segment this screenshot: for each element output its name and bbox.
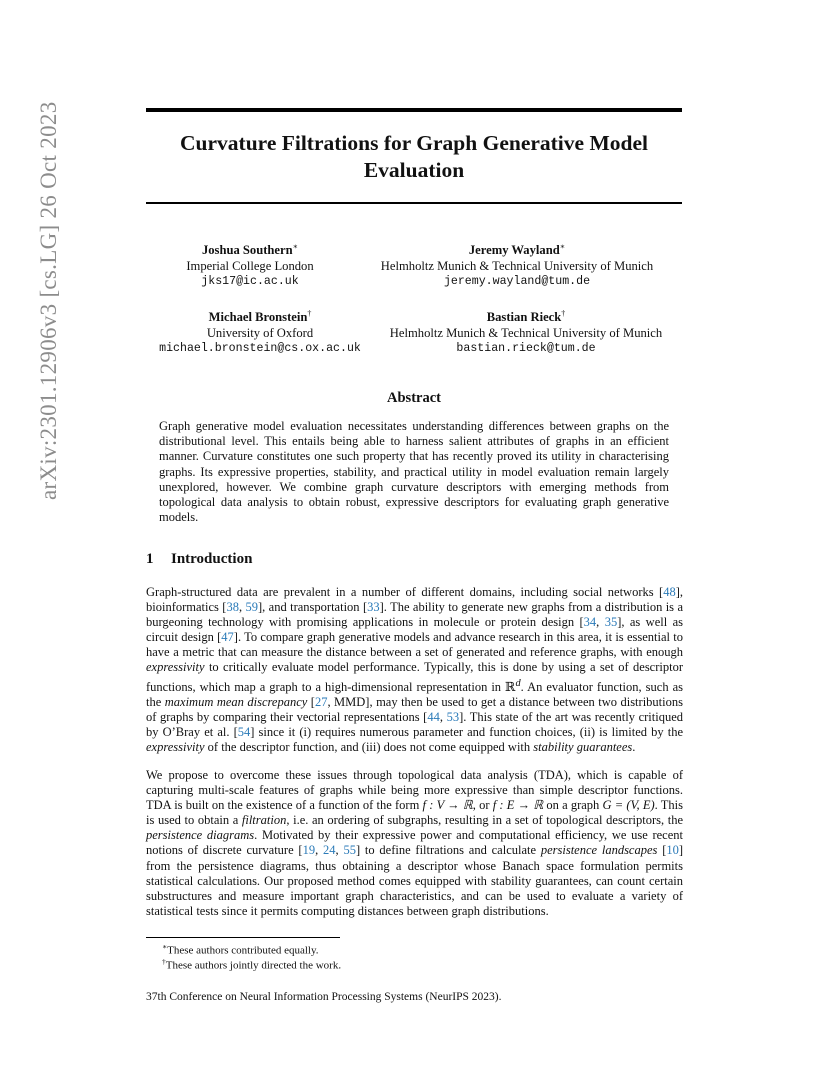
text-run: , bbox=[439, 709, 447, 724]
text-run: ]. The ability to generate new graphs from a distribution is a burgeoning technology with promising applications in molecule or protein design [ bbox=[146, 600, 683, 630]
author-email: bastian.rieck@tum.de bbox=[456, 342, 596, 355]
math-superscript: d bbox=[515, 677, 521, 689]
author-mark: † bbox=[561, 309, 566, 318]
citation-link[interactable]: 24 bbox=[323, 843, 336, 858]
author-block-1 bbox=[150, 239, 350, 289]
title-top-rule bbox=[146, 108, 682, 112]
text-run: , i.e. an ordering of subgraphs, resulting in a set of topological descriptors, the bbox=[286, 813, 684, 828]
text-run: ], bioinformatics [ bbox=[146, 585, 683, 615]
text-run: of the descriptor function, and (iii) does not come equipped with bbox=[204, 740, 534, 755]
citation-link[interactable]: 33 bbox=[367, 600, 380, 615]
abstract-heading: Abstract bbox=[387, 390, 441, 406]
text-run: . This is used to obtain a bbox=[146, 798, 683, 828]
citation-link[interactable]: 34 bbox=[583, 615, 597, 630]
text-run: , MMD], may then be used to get a distance between two distributions of graphs by comparing their vectorial representations [ bbox=[146, 694, 683, 724]
intro-paragraph-1 bbox=[146, 585, 683, 755]
section-number: 1 bbox=[146, 551, 154, 567]
text-run: , or bbox=[472, 798, 493, 813]
footnote-text: These authors jointly directed the work. bbox=[165, 959, 342, 972]
text-run: [ bbox=[307, 694, 315, 709]
text-run: . bbox=[632, 740, 636, 755]
text-run: ] to define filtrations and calculate bbox=[355, 843, 541, 858]
text-run: ]. This state of the art was recently critiqued by O’Bray et al. [ bbox=[146, 709, 684, 739]
citation-link[interactable]: 55 bbox=[343, 843, 356, 858]
intro-paragraph-2 bbox=[146, 768, 683, 919]
citation-link[interactable]: 54 bbox=[237, 725, 251, 739]
text-run: on a graph bbox=[543, 798, 603, 813]
arxiv-identifier: arXiv:2301.12906v3 [cs.LG] 26 Oct 2023 bbox=[36, 101, 61, 500]
text-run: Graph-structured data are prevalent in a number of different domains, including social networks [ bbox=[146, 585, 664, 599]
footnote-text: These authors contributed equally. bbox=[167, 944, 319, 957]
citation-link[interactable]: 44 bbox=[427, 709, 440, 724]
author-affiliation: University of Oxford bbox=[206, 325, 314, 340]
author-name: Michael Bronstein bbox=[208, 310, 308, 325]
author-mark: † bbox=[307, 309, 312, 318]
abstract-text: Graph generative model evaluation necessitates understanding differences between graphs on the distributional level. This entails being able to harness salient attributes of graphs in an efficient manner. Curvature constitutes one such property that has recently proved its utility in characterising graphs. Its expressive properties, stability, and practical utility in model evaluation remain largely unexplored, however. We combine graph curvature descriptors with emerging methods from topological data analysis to obtain robust, expressive descriptors for evaluating graph generative models. bbox=[159, 419, 669, 525]
author-affiliation: Helmholtz Munich & Technical University of Munich bbox=[380, 258, 654, 273]
author-block-3 bbox=[148, 306, 372, 356]
citation-link[interactable]: 35 bbox=[604, 615, 618, 630]
text-run: ], as well as circuit design [ bbox=[146, 615, 683, 645]
citation-link[interactable]: 38 bbox=[226, 600, 239, 615]
text-run: ] since it (i) requires numerous parameter and function choices, (ii) is limited by the bbox=[250, 725, 683, 739]
author-email: michael.bronstein@cs.ox.ac.uk bbox=[159, 342, 361, 355]
text-run: , bbox=[335, 843, 344, 858]
citation-link[interactable]: 47 bbox=[221, 630, 234, 645]
citation-link[interactable]: 27 bbox=[314, 694, 328, 709]
math-expression: f : E → ℝ bbox=[492, 798, 544, 813]
footnote-mark: ∗ bbox=[162, 942, 168, 951]
text-run: ]. To compare graph generative models and advance research in this area, it is essential to have a metric that can measure the distance between a set of generated and reference graphs, with enough bbox=[146, 630, 683, 660]
emphasis-text: persistence landscapes bbox=[540, 843, 658, 858]
author-block-4 bbox=[372, 306, 680, 356]
text-run: , bbox=[315, 843, 324, 858]
author-affiliation: Imperial College London bbox=[186, 258, 314, 273]
text-run: . Motivated by their expressive power and computational efficiency, we use recent notions of discrete curvature [ bbox=[146, 828, 683, 858]
text-run: [ bbox=[657, 843, 667, 858]
footnote-2 bbox=[162, 955, 341, 973]
author-mark: ∗ bbox=[292, 242, 299, 251]
emphasis-text: expressivity bbox=[146, 740, 205, 755]
emphasis-text: expressivity bbox=[146, 660, 205, 675]
venue-note: 37th Conference on Neural Information Processing Systems (NeurIPS 2023). bbox=[146, 991, 502, 1003]
author-name: Bastian Rieck bbox=[486, 310, 562, 325]
emphasis-text: persistence diagrams bbox=[146, 828, 255, 843]
text-run: . An evaluator function, such as the bbox=[146, 679, 683, 709]
emphasis-text: stability guarantees bbox=[533, 740, 633, 755]
text-run: ] from the persistence diagrams, thus obtaining a descriptor whose Banach space formulation permits statistical calculations. Our proposed method comes equipped with stability guarantees, can count certain substructures and measure important graph characteristics, and can be used to evaluate a variety of statistical tests since it permits computing distances between graph distributions. bbox=[146, 843, 684, 918]
text-run: to critically evaluate model performance. Typically, this is done by using a set of descriptor functions, which map a graph to a high-dimensional representation in ℝ bbox=[146, 660, 683, 694]
text-run: , bbox=[596, 615, 605, 630]
citation-link[interactable]: 53 bbox=[446, 709, 460, 724]
author-name: Jeremy Wayland bbox=[468, 243, 560, 258]
author-block-2 bbox=[352, 239, 682, 289]
citation-link[interactable]: 48 bbox=[663, 585, 676, 599]
citation-link[interactable]: 10 bbox=[666, 843, 679, 858]
title-bottom-rule bbox=[146, 202, 682, 204]
footnote-mark: † bbox=[162, 957, 166, 966]
author-email: jeremy.wayland@tum.de bbox=[443, 275, 591, 288]
emphasis-text: filtration bbox=[241, 813, 287, 828]
author-email: jks17@ic.ac.uk bbox=[201, 275, 299, 288]
citation-link[interactable]: 59 bbox=[245, 600, 258, 615]
author-mark: ∗ bbox=[559, 242, 566, 251]
text-run: We propose to overcome these issues through topological data analysis (TDA), which is capable of capturing multi-scale features of graphs while being more expressive than simple descriptor functions. TDA is built on the existence of a function of the form bbox=[146, 768, 683, 813]
footnote-rule bbox=[146, 937, 340, 938]
section-title: Introduction bbox=[171, 551, 253, 567]
math-expression: f : V → ℝ bbox=[422, 798, 473, 813]
paper-title: Curvature Filtrations for Graph Generative Model Evaluation bbox=[180, 131, 648, 182]
citation-link[interactable]: 19 bbox=[302, 843, 316, 858]
emphasis-text: maximum mean discrepancy bbox=[164, 694, 308, 709]
author-name: Joshua Southern bbox=[201, 243, 293, 258]
section-heading bbox=[146, 551, 252, 568]
math-expression: G = (V, E) bbox=[602, 798, 655, 813]
author-affiliation: Helmholtz Munich & Technical University of Munich bbox=[389, 325, 663, 340]
text-run: ], and transportation [ bbox=[258, 600, 368, 615]
text-run: , bbox=[238, 600, 246, 615]
